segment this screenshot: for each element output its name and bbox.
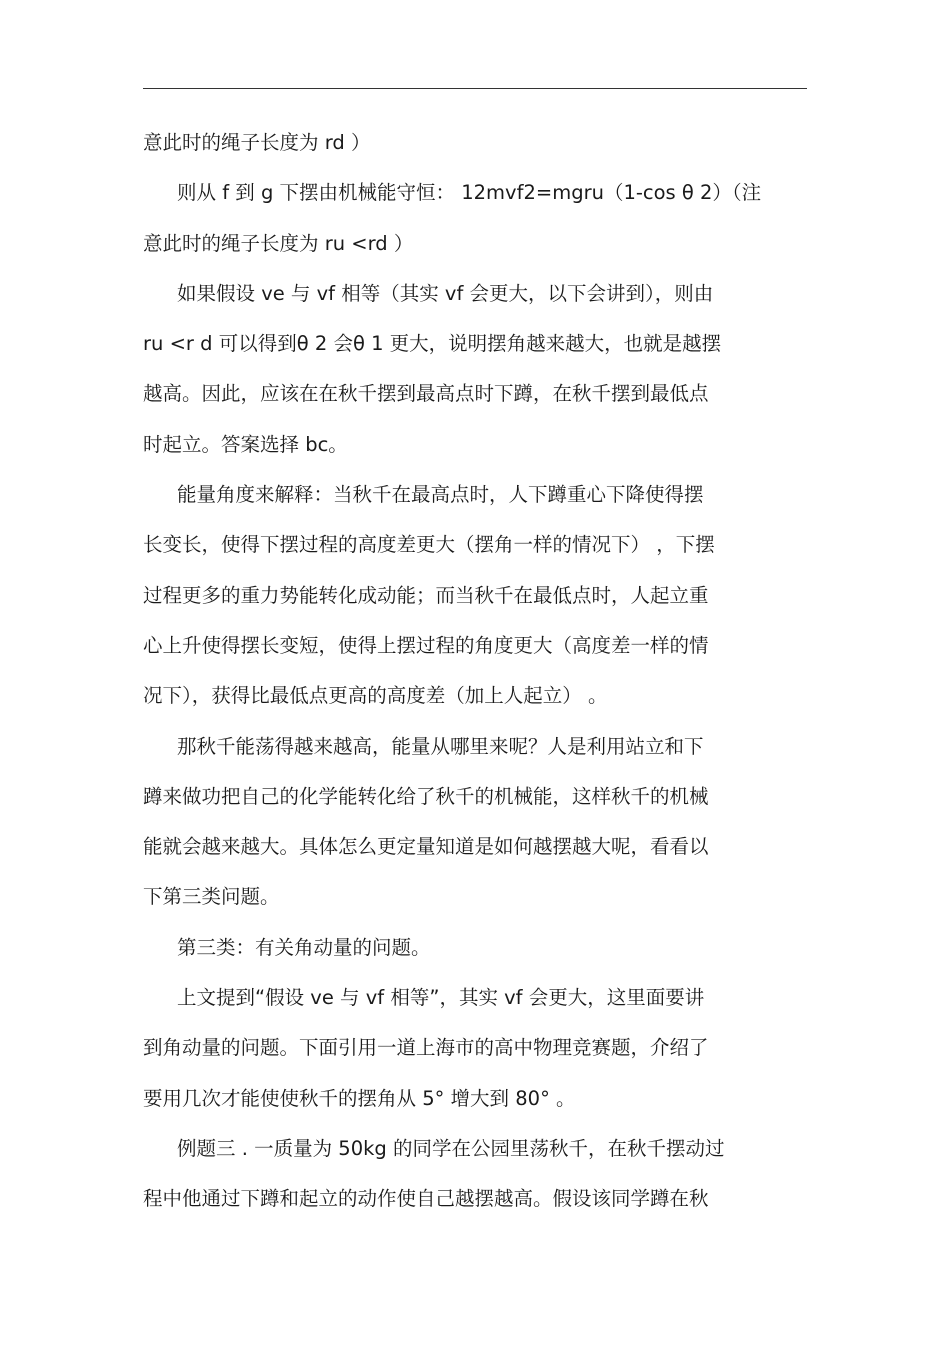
text-line: 则从 f 到 g 下摆由机械能守恒： 12mvf2=mgru（1-cos θ 2）（注: [177, 181, 762, 205]
text-line: 意此时的绳子长度为 rd ）: [143, 131, 371, 154]
text-line: 能就会越来越大。具体怎么更定量知道是如何越摆越大呢，看看以: [143, 835, 709, 859]
text-line: 程中他通过下蹲和起立的动作使自己越摆越高。假设该同学蹲在秋: [143, 1187, 709, 1211]
header-rule: [143, 88, 807, 89]
text-line: 上文提到“假设 ve 与 vf 相等”，其实 vf 会更大，这里面要讲: [177, 986, 705, 1010]
text-line: 越高。因此，应该在在秋千摆到最高点时下蹲，在秋千摆到最低点: [143, 382, 709, 406]
text-line: 过程更多的重力势能转化成动能；而当秋千在最低点时，人起立重: [143, 583, 709, 607]
document-body: [143, 124, 807, 1231]
text-line: 例题三 . 一质量为 50kg 的同学在公园里荡秋千，在秋千摆动过: [177, 1136, 725, 1160]
text-line: 那秋千能荡得越来越高，能量从哪里来呢？人是利用站立和下: [177, 734, 704, 758]
text-line: ru <r d 可以得到θ 2 会θ 1 更大，说明摆角越来越大，也就是越摆: [143, 332, 722, 356]
text-line: 长变长，使得下摆过程的高度差更大（摆角一样的情况下） ，下摆: [143, 533, 715, 557]
text-line: 第三类：有关角动量的问题。: [177, 935, 431, 959]
text-line: 时起立。答案选择 bc。: [143, 432, 348, 456]
text-line: 蹲来做功把自己的化学能转化给了秋千的机械能，这样秋千的机械: [143, 784, 709, 808]
text-line: 意此时的绳子长度为 ru <rd ）: [143, 231, 414, 255]
text-line: 况下），获得比最低点更高的高度差（加上人起立） 。: [143, 684, 608, 708]
text-line: 如果假设 ve 与 vf 相等（其实 vf 会更大，以下会讲到），则由: [177, 281, 714, 305]
text-line: 能量角度来解释：当秋千在最高点时，人下蹲重心下降使得摆: [177, 483, 704, 507]
text-line: 要用几次才能使使秋千的摆角从 5° 增大到 80° 。: [143, 1086, 576, 1110]
text-line: 下第三类问题。: [143, 885, 280, 909]
text-line: 到角动量的问题。下面引用一道上海市的高中物理竞赛题，介绍了: [143, 1036, 709, 1060]
text-line: 心上升使得摆长变短，使得上摆过程的角度更大（高度差一样的情: [143, 633, 709, 657]
